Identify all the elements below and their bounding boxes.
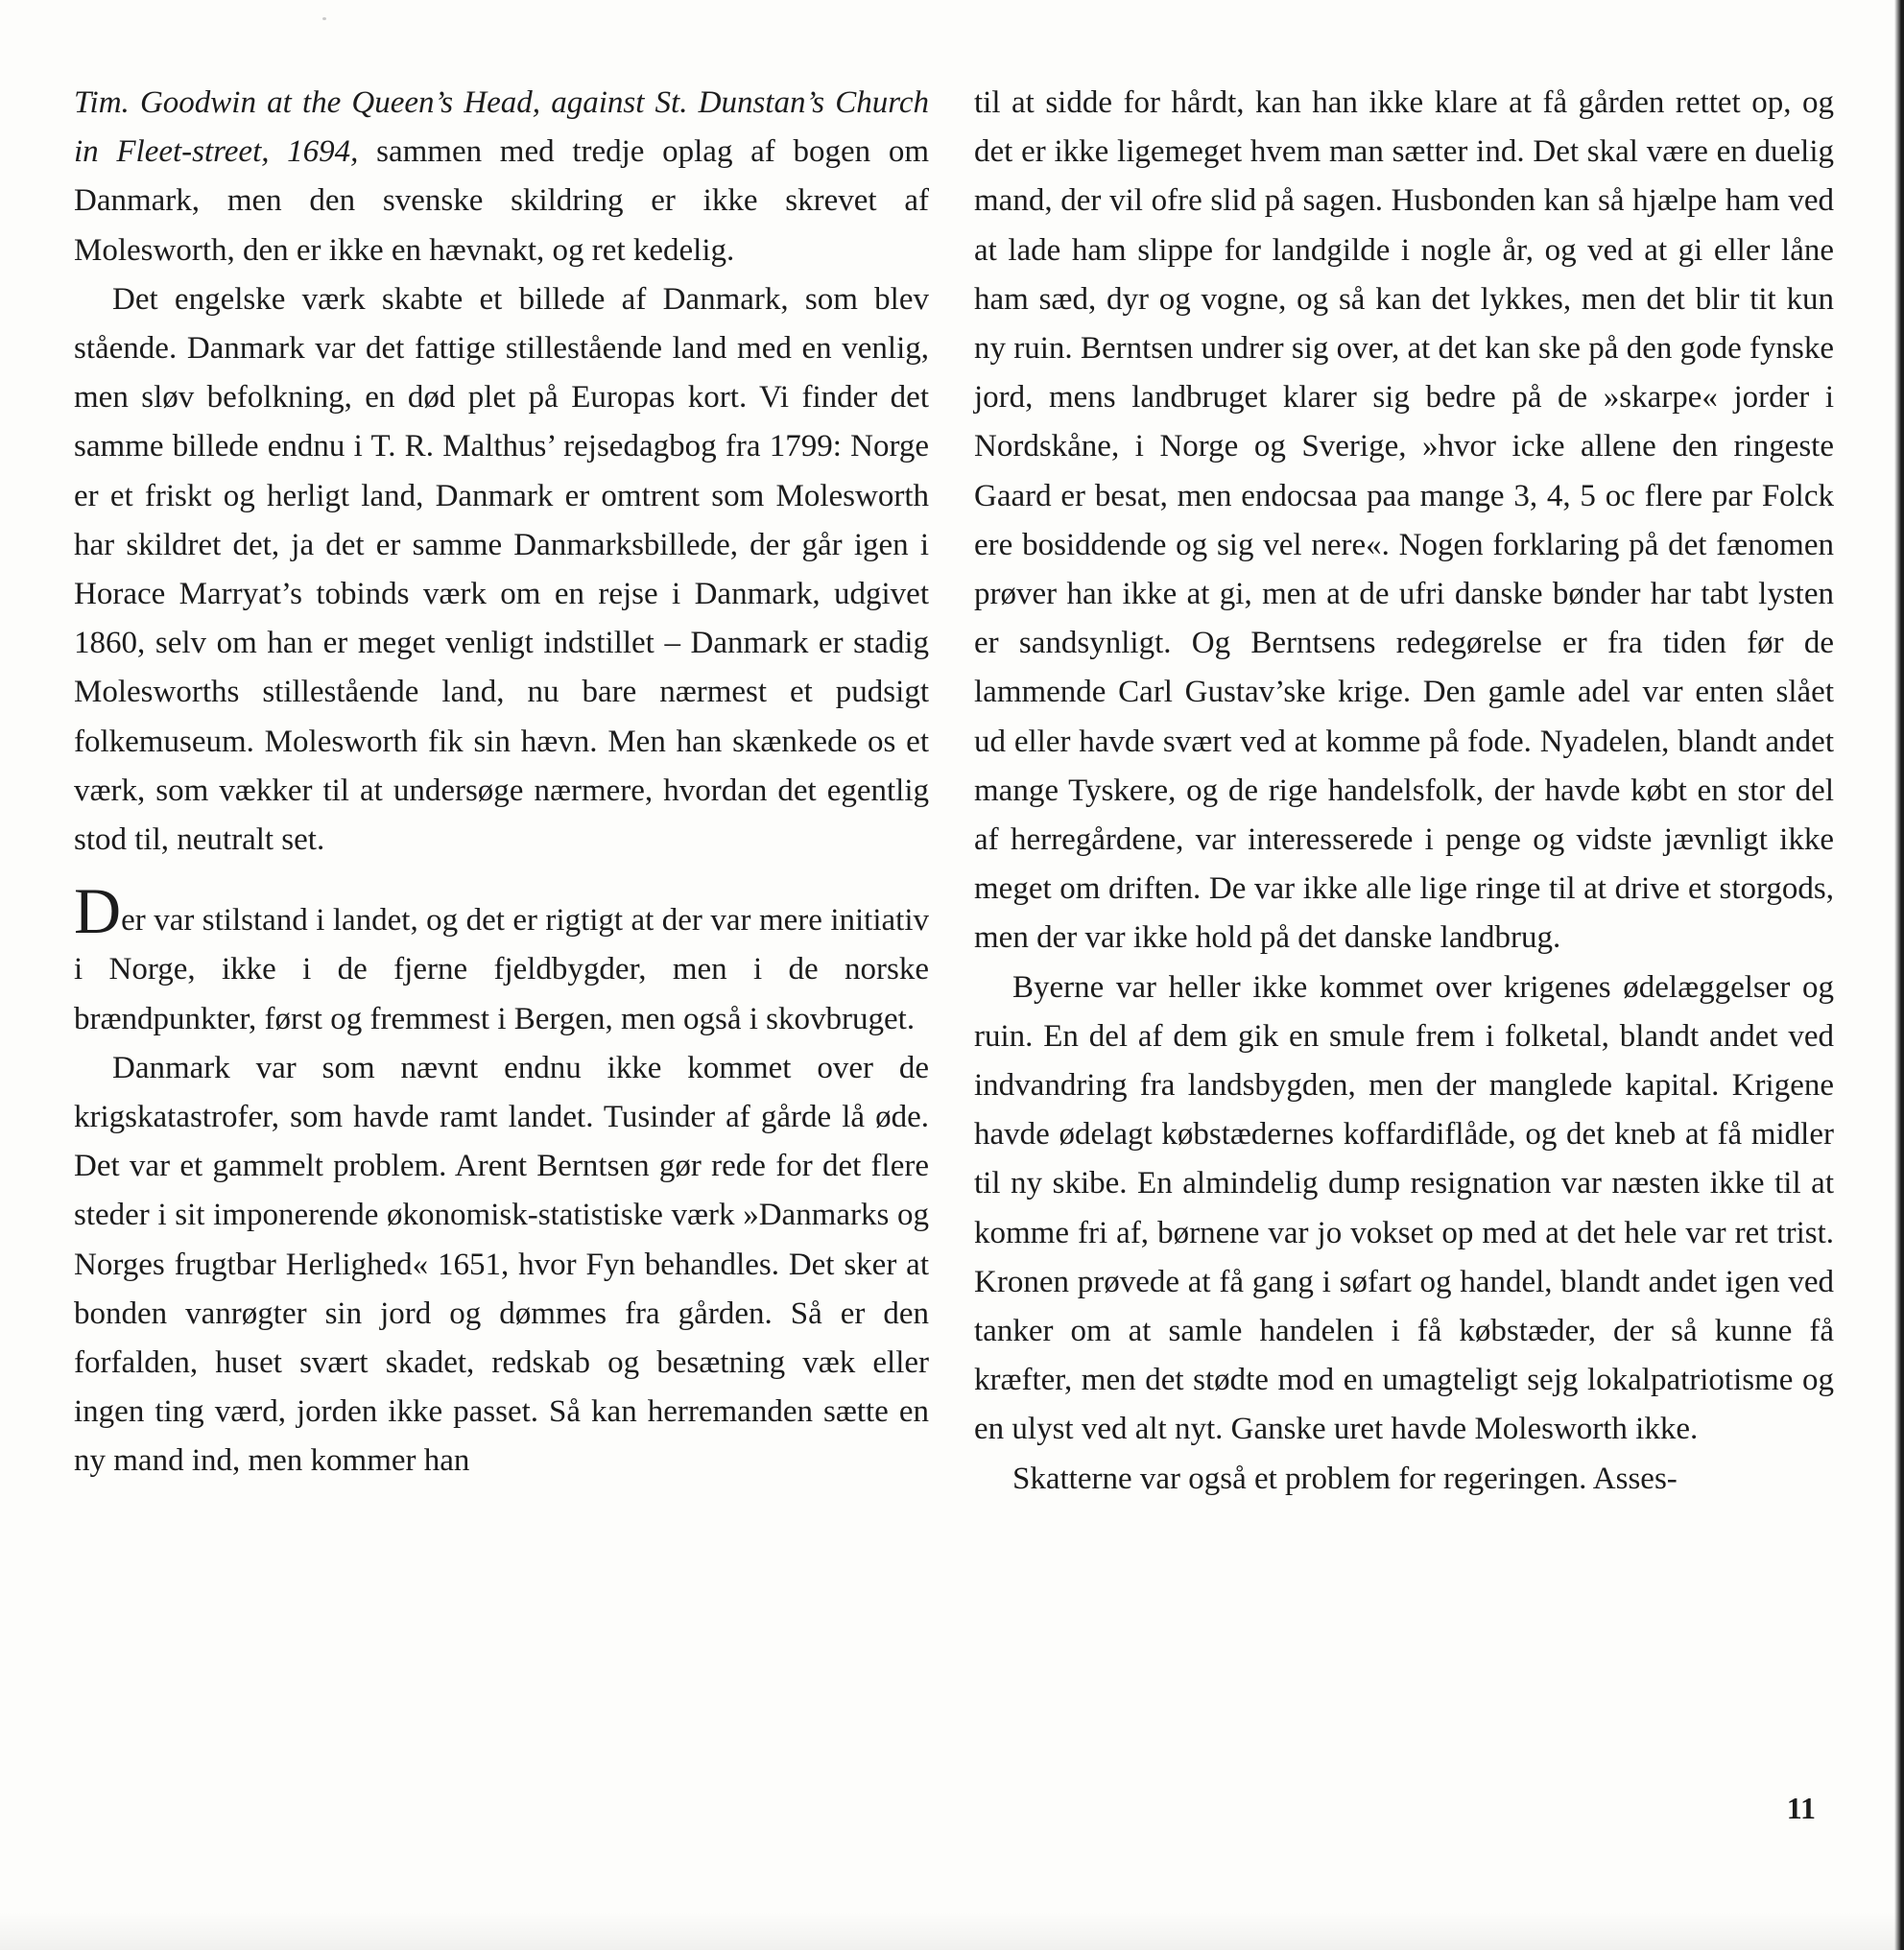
paragraph: Danmark var som nævnt endnu ikke kommet over de krigskatastrofer, som havde ramt landet. Tusinder af gårde lå øde. Det var et gammelt problem. Arent Berntsen gør rede for det flere steder i sit imponerende økonomisk-statistiske værk »Danmarks og Norges frugtbar Herlighed« 1651, hvor Fyn behandles. Det sker at bonden vanrøgter sin jord og dømmes fra gården. Så er den forfalden, huset svært skadet, redskab og besætning væk eller ingen ting værd, jorden ikke passet. Så kan herremanden sætte en ny mand ind, men kommer han	[74, 1050, 929, 1479]
section-opening-paragraph	[74, 874, 929, 1044]
right-text-column	[974, 79, 1834, 1504]
italic-citation: Tim. Goodwin at the Queen’s Head, against St. Dunstan’s Church in Fleet-street, 1694,	[74, 85, 929, 170]
page-edge-shadow	[1894, 0, 1904, 1950]
paragraph: Det engelske værk skabte et billede af Danmark, som blev stående. Danmark var det fattige stillestående land med en venlig, men sløv befolkning, en død plet på Europas kort. Vi finder det samme billede endnu i T. R. Malthus’ rejsedagbog fra 1799: Norge er et friskt og herligt land, Danmark er omtrent som Molesworth har skildret det, ja det er samme Danmarksbillede, der går igen i Horace Marryat’s tobinds værk om en rejse i Danmark, udgivet 1860, selv om han er meget venligt indstillet – Danmark er stadig Molesworths stillestående land, nu bare nærmest et pudsigt folkemuseum. Molesworth fik sin hævn. Men han skænkede os et værk, som vækker til at undersøge nærmere, hvordan det egentlig stod til, neutralt set.	[74, 281, 929, 858]
paragraph-text: sammen med tredje oplag af bogen om Danmark, men den svenske skildring er ikke skrevet af Molesworth, den er ikke en hævnakt, og ret kedelig.	[74, 134, 929, 268]
paragraph	[74, 79, 929, 275]
page-bottom-shade	[0, 1912, 1904, 1950]
paragraph-text: er var stilstand i landet, og det er rigtigt at der var mere initiativ i Norge, ikke i de fjerne fjeldbygder, men i de norske brændpunkter, først og fremmest i Bergen, men også i skovbruget.	[74, 903, 929, 1036]
page-number: 11	[1786, 1791, 1816, 1825]
scan-speck	[322, 17, 326, 20]
paragraph: til at sidde for hårdt, kan han ikke klare at få gården rettet op, og det er ikke ligemeget hvem man sætter ind. Det skal være en duelig mand, der vil ofre slid på sagen. Husbonden kan så hjælpe ham ved at lade ham slippe for landgilde i nogle år, og ved at gi eller låne ham sæd, dyr og vogne, og så kan det lykkes, men det blir tit kun ny ruin. Berntsen undrer sig over, at det kan ske på den gode fynske jord, mens landbruget klarer sig bedre på de »skarpe« jorder i Nordskåne, i Norge og Sverige, »hvor icke allene den ringeste Gaard er besat, men endocsaa paa mange 3, 4, 5 oc flere par Folck ere bosiddende og sig vel nere«. Nogen forklaring på det fænomen prøver han ikke at gi, men at de ufri danske bønder har tabt lysten er sandsynligt. Og Berntsens redegørelse er fra tiden før de lammende Carl Gustav’ske krige. Den gamle adel var enten slået ud eller havde svært ved at komme på fode. Nyadelen, blandt andet mange Tyskere, og de rige handelsfolk, der havde købt en stor del af herregårdene, var interesserede i penge og vidste jævnligt ikke meget om driften. De var ikke alle lige ringe til at drive et storgods, men der var ikke hold på det danske landbrug.	[974, 85, 1834, 956]
left-text-column	[74, 79, 929, 1486]
paragraph: Byerne var heller ikke kommet over krigenes ødelæggelser og ruin. En del af dem gik en smule frem i folketal, blandt andet ved indvandring fra landsbygden, men der manglede kapital. Krigene havde ødelagt købstædernes koffardiflåde, og det kneb at få midler til ny skibe. En almindelig dump resignation var næsten ikke til at komme fri af, børnene var jo vokset op med at det hele var ret trist. Kronen prøvede at få gang i søfart og handel, blandt andet igen ved tanker om at samle handelen i få købstæder, der så kunne få kræfter, men det stødte mod en umagteligt sejg lokalpatriotisme og en ulyst ved alt nyt. Ganske uret havde Molesworth ikke.	[974, 969, 1834, 1447]
drop-cap: D	[74, 874, 122, 948]
paragraph: Skatterne var også et problem for regeringen. Asses-	[1012, 1461, 1678, 1496]
